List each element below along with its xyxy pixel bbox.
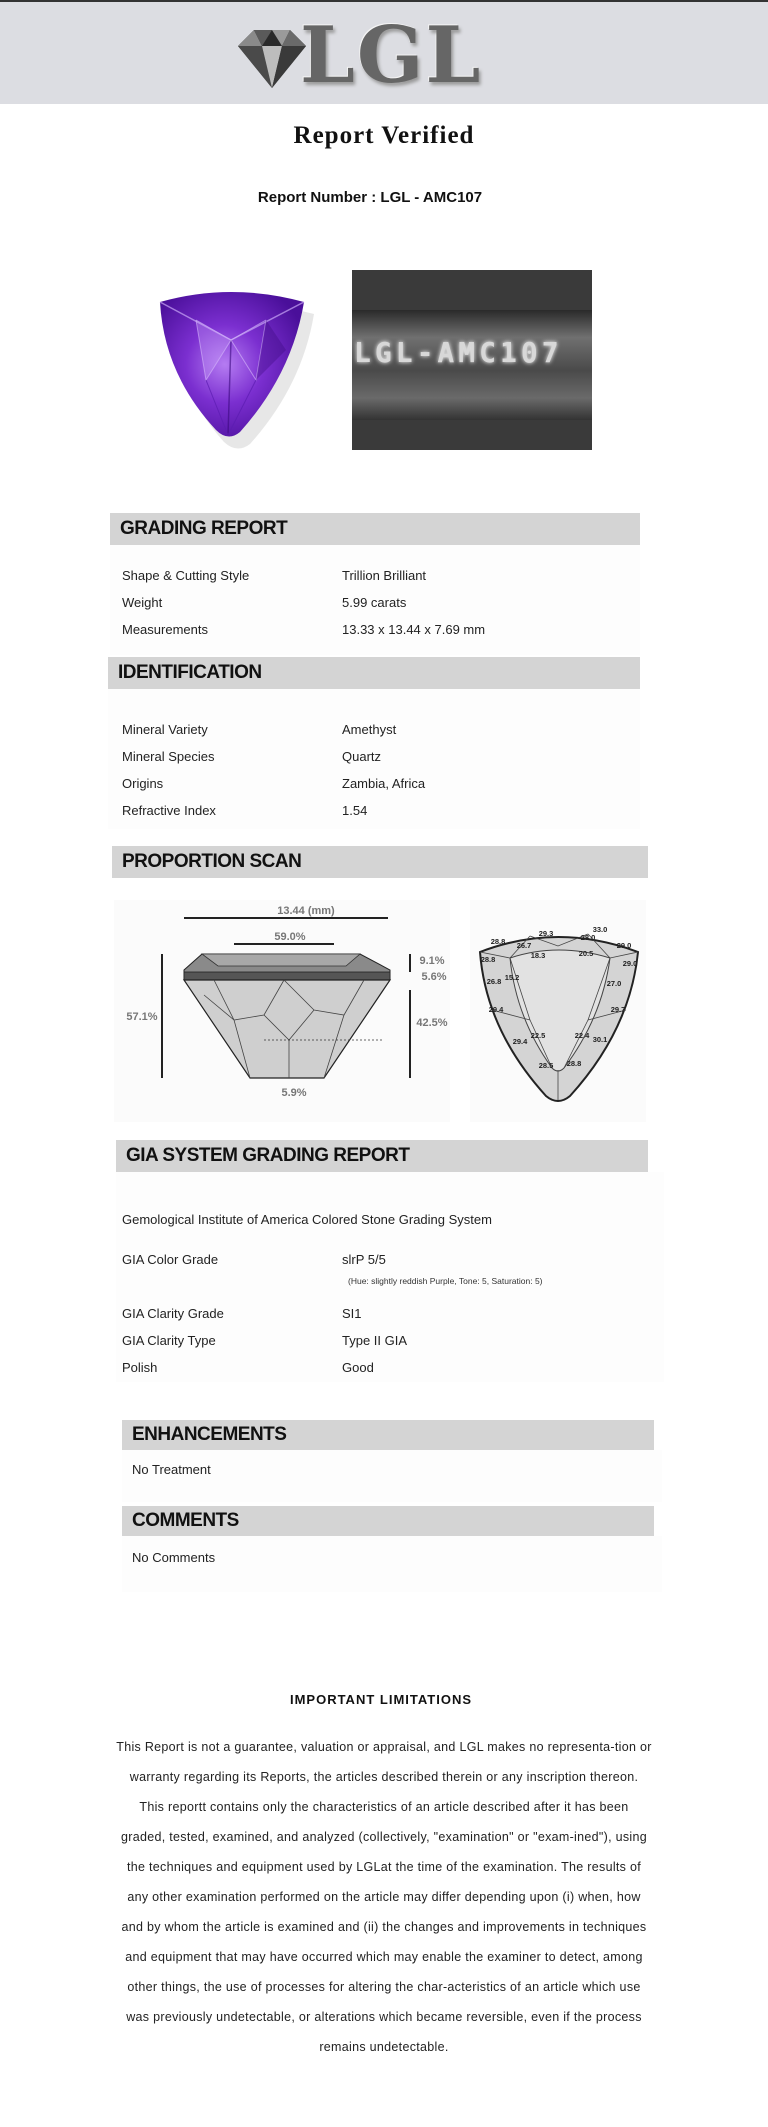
gem-photo	[136, 270, 326, 460]
facet-angle: 28.8	[566, 1059, 582, 1068]
row-value: Trillion Brilliant	[342, 568, 427, 583]
row-value: Zambia, Africa	[342, 776, 426, 791]
facet-angle: 20.5	[578, 949, 594, 958]
lgl-logo[interactable]	[232, 10, 492, 101]
facet-angle: 30.1	[592, 1035, 608, 1044]
header-banner	[0, 2, 768, 104]
comments-text: No Comments	[132, 1550, 216, 1565]
enhancements-panel	[122, 1450, 662, 1502]
facet-angle: 27.0	[606, 979, 622, 988]
row-label: Shape & Cutting Style	[122, 568, 250, 583]
row-value: 13.33 x 13.44 x 7.69 mm	[342, 622, 486, 637]
side-profile-svg	[114, 900, 450, 1122]
facet-angle: 29.0	[616, 941, 632, 950]
page-title: Report Verified	[293, 122, 475, 149]
row-label: GIA Clarity Grade	[122, 1306, 224, 1321]
pavilion-label: 42.5%	[416, 1017, 448, 1029]
row-label: Mineral Variety	[122, 722, 208, 737]
row-label: Mineral Species	[122, 749, 215, 764]
row-value: Amethyst	[342, 722, 397, 737]
row-label: Weight	[122, 595, 163, 610]
enhancements-text: No Treatment	[132, 1462, 211, 1477]
gia-color-note: (Hue: slightly reddish Purple, Tone: 5, Saturation: 5)	[348, 1276, 543, 1286]
row-value: Good	[342, 1360, 374, 1375]
crown-label: 9.1%	[419, 955, 445, 967]
facet-angle: 29.3	[538, 929, 554, 938]
proportion-scan-heading: PROPORTION SCAN	[112, 846, 648, 878]
facet-angle: 29.4	[512, 1037, 528, 1046]
side-profile-diagram	[114, 900, 450, 1122]
row-value: slrP 5/5	[342, 1252, 386, 1267]
gia-system-text: Gemological Institute of America Colored Stone Grading System	[122, 1212, 492, 1227]
facet-angle: 28.8	[480, 955, 496, 964]
limitations-title: IMPORTANT LIMITATIONS	[289, 1692, 473, 1707]
identification-heading: IDENTIFICATION	[108, 657, 640, 689]
row-value: Type II GIA	[342, 1333, 408, 1348]
culet-label: 5.9%	[281, 1087, 307, 1099]
facet-angle: 15.2	[504, 973, 520, 982]
row-label: Measurements	[122, 622, 208, 637]
grading-report-heading: GRADING REPORT	[110, 513, 640, 545]
facet-angle: 26.8	[486, 977, 502, 986]
top-view-diagram	[470, 900, 646, 1122]
facet-angle: 28.5	[538, 1061, 554, 1070]
facet-angle: 29.7	[610, 1005, 626, 1014]
facet-angle: 22.5	[530, 1031, 546, 1040]
facet-angle: 33.0	[592, 925, 608, 934]
amethyst-trillion-icon	[136, 270, 326, 460]
girdle-label: 5.6%	[421, 971, 447, 983]
total-depth-label: 57.1%	[126, 1011, 158, 1023]
row-label: Refractive Index	[122, 803, 216, 818]
facet-angle: 18.3	[530, 951, 546, 960]
facet-angle: 26.7	[516, 941, 532, 950]
width-label: 13.44 (mm)	[277, 905, 335, 917]
gia-heading: GIA SYSTEM GRADING REPORT	[116, 1140, 648, 1172]
facet-angle: 28.8	[490, 937, 506, 946]
row-label: GIA Clarity Type	[122, 1333, 216, 1348]
report-number: Report Number : LGL - AMC107	[257, 189, 483, 206]
identification-panel	[108, 689, 640, 829]
limitations-text: This Report is not a guarantee, valuation or appraisal, and LGL makes no representa-tion or warranty regarding its Reports, the articles described therein or any inscription thereon. This reportt contains only the characteristics of an article described after it has been graded, tested, examined, and analyzed (collectively, "examination" or "exam-ined"), using the techniques and equipment used by LGLat the time of the examination. The results of any other examination performed on the article may differ depending upon (i) when, how and by whom the article is examined and (ii) the changes and improvements in techniques and equipment that may have occurred which may enable the examiner to detect, among other things, the use of processes for altering the char-acteristics of an article which use was previously undetectable, or alterations which became reversible, even if the process remains undetectable.	[116, 1740, 652, 2054]
gia-panel	[116, 1172, 664, 1382]
facet-angle: 29.4	[488, 1005, 504, 1014]
grading-report-panel	[110, 545, 640, 655]
inscription-photo	[352, 270, 592, 450]
enhancements-heading: ENHANCEMENTS	[122, 1420, 654, 1450]
row-label: GIA Color Grade	[122, 1252, 219, 1267]
comments-heading: COMMENTS	[122, 1506, 654, 1536]
facet-angle: 22.4	[574, 1031, 590, 1040]
row-label: Polish	[122, 1360, 158, 1375]
row-value: 1.54	[342, 803, 368, 818]
top-view-svg	[470, 900, 646, 1122]
facet-angle: 28.0	[580, 933, 596, 942]
row-label: Origins	[122, 776, 164, 791]
row-value: SI1	[342, 1306, 362, 1321]
comments-panel	[122, 1536, 662, 1592]
inscription-text: LGL-AMC107	[354, 336, 563, 369]
row-value: 5.99 carats	[342, 595, 407, 610]
logo-text: LGL	[300, 10, 483, 101]
row-value: Quartz	[342, 749, 382, 764]
table-label: 59.0%	[274, 931, 306, 943]
facet-angle: 29.0	[622, 959, 638, 968]
